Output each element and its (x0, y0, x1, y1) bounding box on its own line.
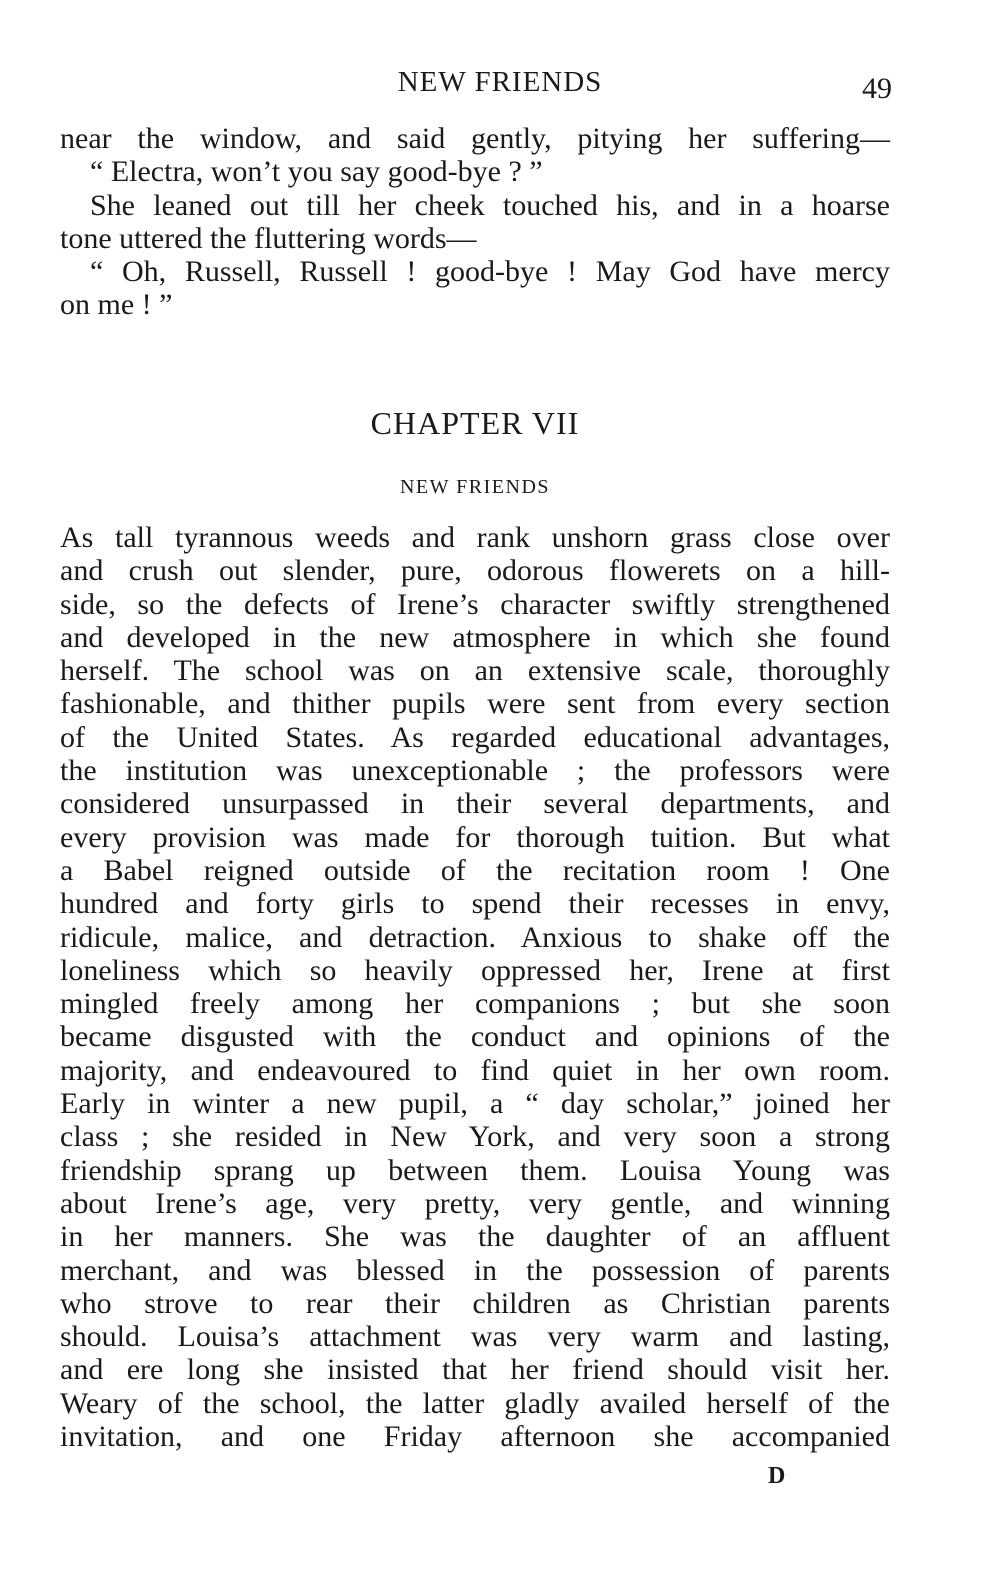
text-line: tone uttered the fluttering words— (60, 221, 477, 255)
text-line: should. Louisa’s attachment was very warm and lasting, (60, 1320, 890, 1354)
text-line: She leaned out till her cheek touched his, and in a hoarse (90, 188, 890, 222)
text-line: “ Electra, won’t you say good-bye ? ” (90, 155, 543, 189)
text-line: who strove to rear their children as Christian parents (60, 1286, 890, 1320)
text-line: considered unsurpassed in their several departments, and (60, 787, 890, 821)
text-line: ridicule, malice, and detraction. Anxious to shake off the (60, 920, 890, 954)
signature-mark: D (768, 1463, 786, 1489)
chapter-title: CHAPTER VII (370, 405, 580, 441)
text-line: about Irene’s age, very pretty, very gentle, and winning (60, 1186, 890, 1220)
text-line: class ; she resided in New York, and very soon a strong (60, 1120, 890, 1154)
text-line: became disgusted with the conduct and opinions of the (60, 1020, 890, 1054)
text-line: and developed in the new atmosphere in which she found (60, 620, 890, 654)
text-line: and ere long she insisted that her friend should visit her. (60, 1353, 890, 1387)
text-line: on me ! ” (60, 288, 173, 322)
chapter-paragraph (60, 521, 890, 1453)
text-line: mingled freely among her companions ; but she soon (60, 987, 890, 1021)
text-line: As tall tyrannous weeds and rank unshorn grass close over (60, 521, 890, 554)
text-line: Weary of the school, the latter gladly availed herself of the (60, 1386, 890, 1420)
opening-text (60, 122, 890, 322)
text-line: in her manners. She was the daughter of an affluent (60, 1220, 890, 1254)
text-line: friendship sprang up between them. Louisa Young was (60, 1153, 890, 1187)
text-line: fashionable, and thither pupils were sent from every section (60, 687, 890, 721)
text-line: the institution was unexceptionable ; the professors were (60, 754, 890, 788)
text-line: of the United States. As regarded educational advantages, (60, 720, 890, 754)
page-number: 49 (862, 72, 892, 105)
text-line: invitation, and one Friday afternoon she accompanied (60, 1420, 890, 1454)
text-line: every provision was made for thorough tuition. But what (60, 820, 890, 854)
text-line: “ Oh, Russell, Russell ! good-bye ! May God have mercy (90, 255, 890, 289)
text-line: side, so the defects of Irene’s character swiftly strengthened (60, 587, 890, 621)
text-line: Early in winter a new pupil, a “ day scholar,” joined her (60, 1087, 890, 1121)
running-head-title: NEW FRIENDS (397, 66, 603, 98)
text-line: near the window, and said gently, pitying her suffering— (60, 122, 890, 155)
text-line: loneliness which so heavily oppressed her, Irene at first (60, 953, 890, 987)
chapter-subtitle: NEW FRIENDS (399, 476, 551, 498)
text-line: merchant, and was blessed in the possession of parents (60, 1253, 890, 1287)
text-line: a Babel reigned outside of the recitation room ! One (60, 853, 890, 887)
text-line: hundred and forty girls to spend their recesses in envy, (60, 887, 890, 921)
text-line: herself. The school was on an extensive scale, thoroughly (60, 654, 890, 688)
text-line: and crush out slender, pure, odorous flowerets on a hill- (60, 554, 890, 588)
text-line: majority, and endeavoured to find quiet in her own room. (60, 1053, 890, 1087)
